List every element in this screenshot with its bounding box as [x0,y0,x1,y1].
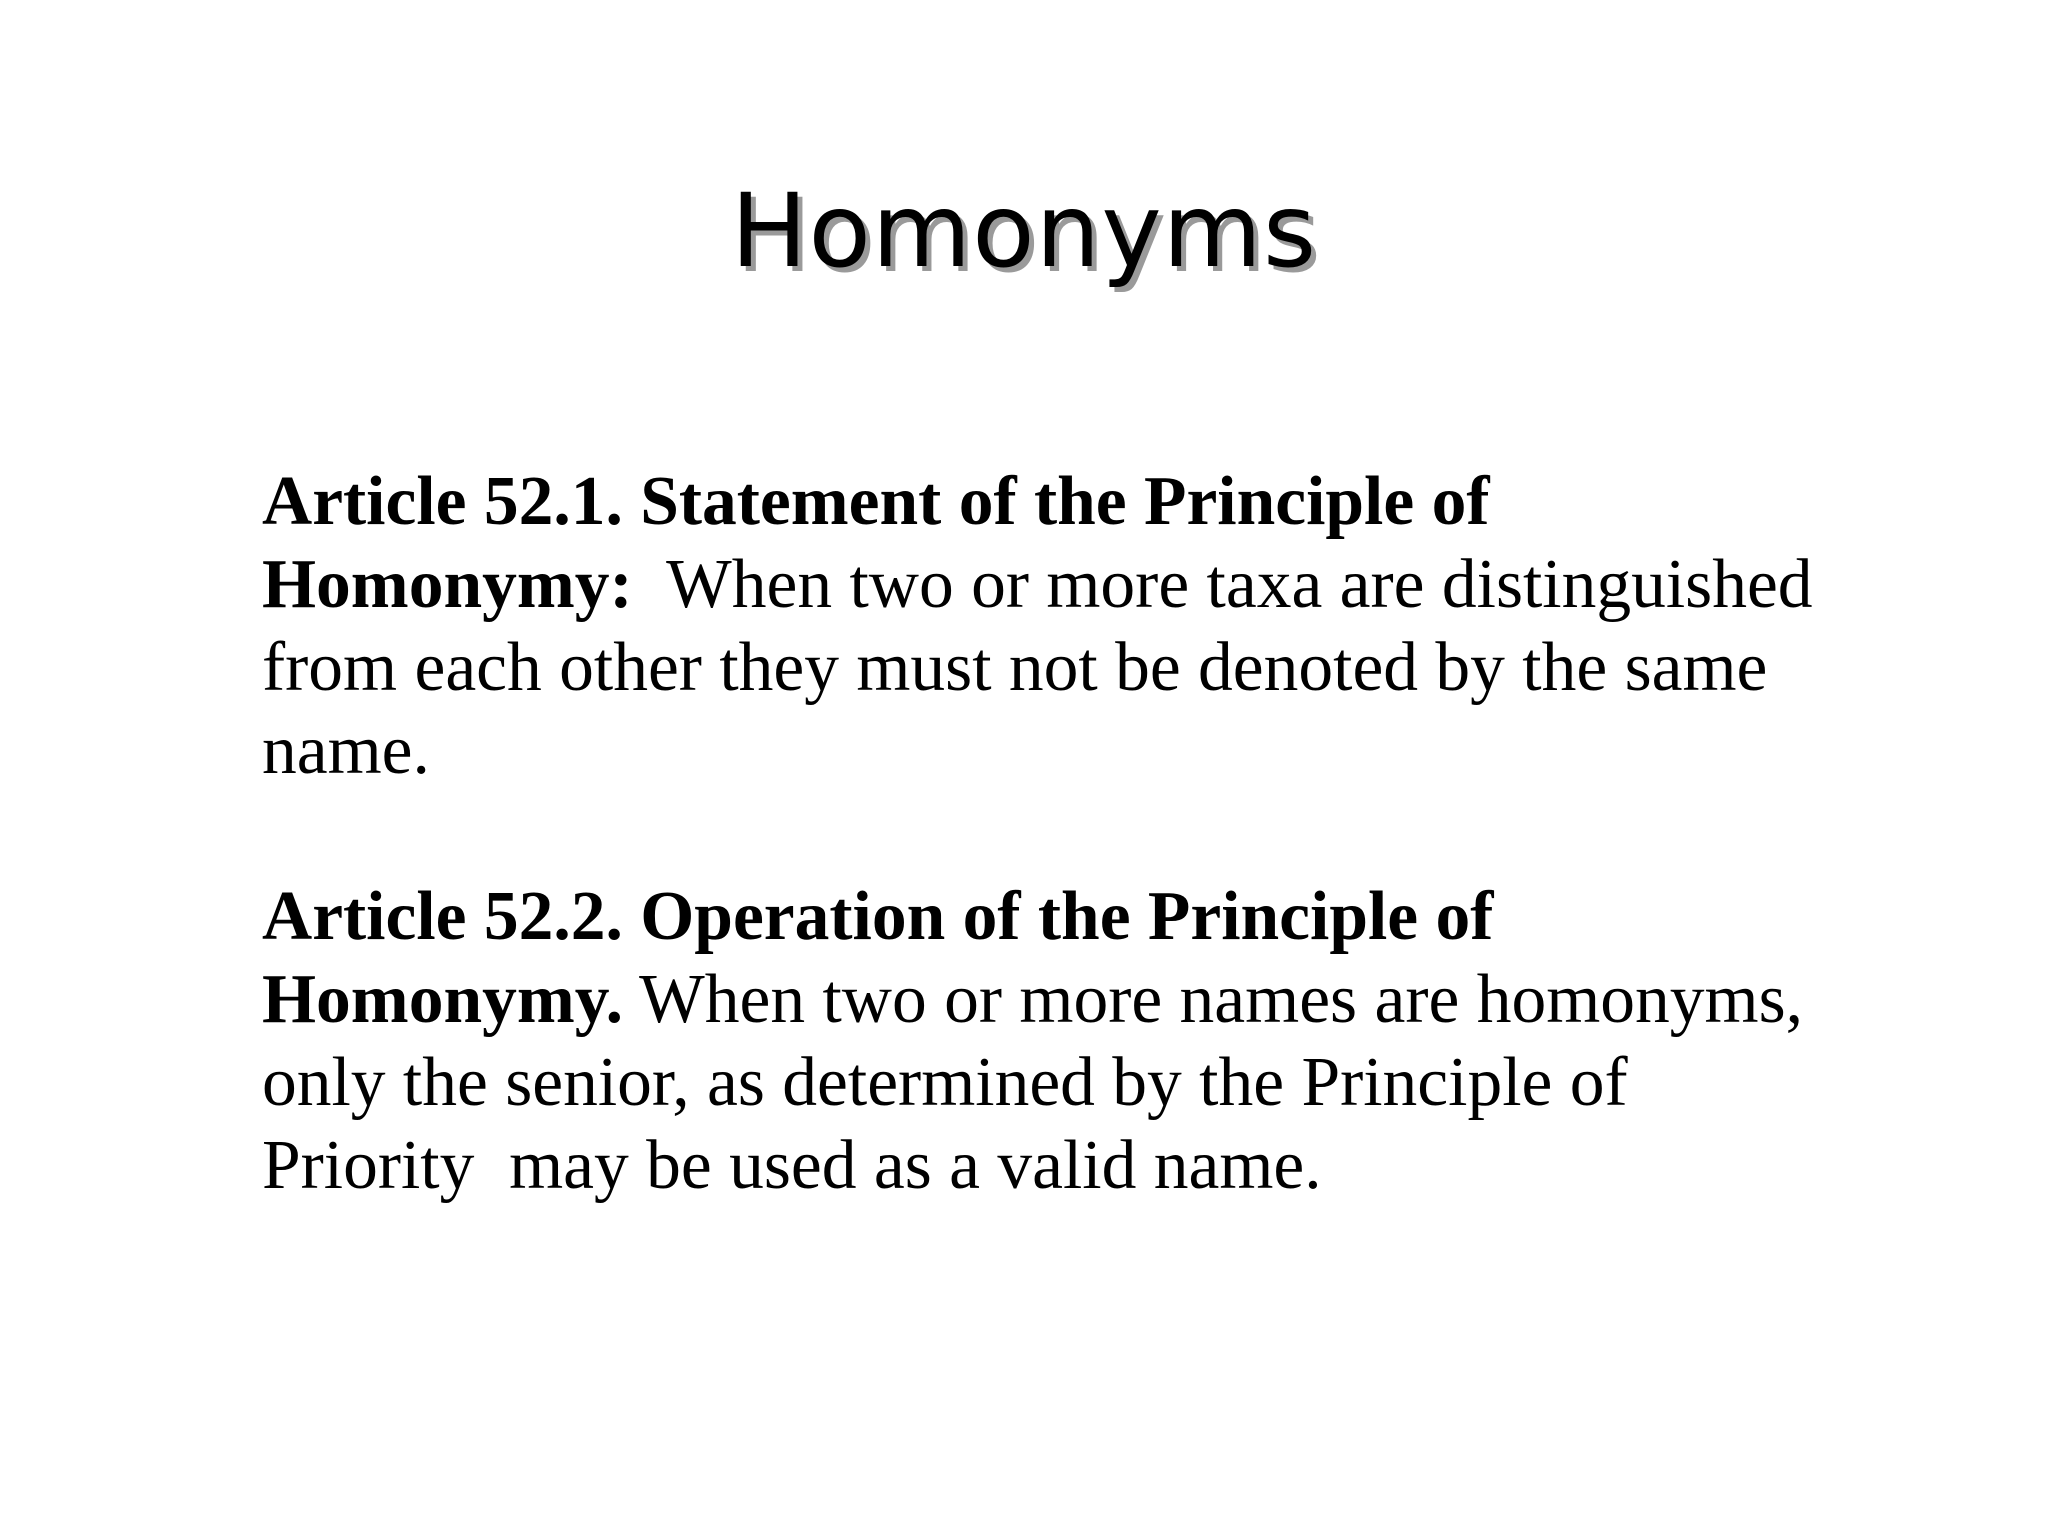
slide-title: Homonyms [730,172,1318,291]
article-heading-term: Homonymy: [262,546,633,623]
article-heading-term: Homonymy. [262,961,624,1038]
article-text: name. [262,712,430,789]
article-text: Priority may be used as a valid name. [262,1127,1322,1204]
article-text: from each other they must not be denoted by the same [262,629,1768,706]
article-heading: Article 52.2. Operation of the Principle of [262,878,1494,955]
article-text: When two or more names are homonyms, [623,961,1803,1038]
article-52-1 [262,460,1822,792]
article-52-2 [262,875,1822,1207]
article-line [262,958,1822,1041]
article-text: When two or more taxa are distinguished [632,546,1813,623]
article-heading: Article 52.1. Statement of the Principle of [262,463,1490,540]
article-text: only the senior, as determined by the Principle of [262,1044,1628,1121]
slide-body [262,460,1822,1207]
article-line [262,543,1822,626]
